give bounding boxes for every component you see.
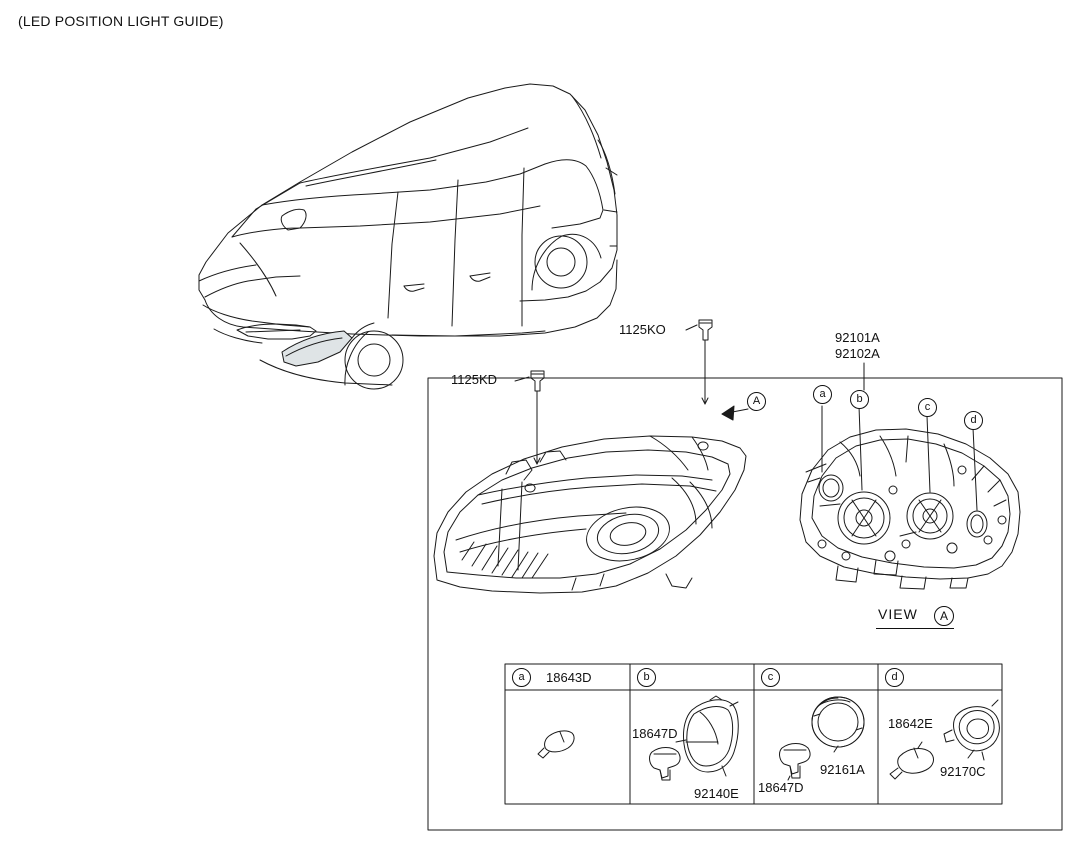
view-marker-a: A	[934, 606, 954, 626]
part-code-18642e: 18642E	[888, 716, 933, 731]
bolt-1125kd	[531, 371, 544, 464]
parts-table	[505, 664, 1002, 804]
part-code-18647d-c: 18647D	[758, 780, 804, 795]
leader-18642e	[918, 742, 922, 748]
page-title: (LED POSITION LIGHT GUIDE)	[18, 13, 224, 29]
table-marker-c: c	[761, 668, 780, 687]
view-label: VIEW	[878, 606, 918, 622]
callout-92102a: 92102A	[835, 346, 880, 361]
marker-leaders	[822, 363, 977, 510]
detail-frame	[428, 378, 1062, 830]
part-code-92140e: 92140E	[694, 786, 739, 801]
marker-a-arrow: A	[747, 392, 766, 411]
callout-92101a: 92101A	[835, 330, 880, 345]
part-code-92161a: 92161A	[820, 762, 865, 777]
vehicle-illustration	[199, 84, 617, 389]
marker-c-diagram: c	[918, 398, 937, 417]
part-18647d-c-illustration	[780, 744, 811, 779]
marker-d-diagram: d	[964, 411, 983, 430]
part-18642e-illustration	[890, 748, 933, 779]
leader-92170c	[968, 750, 974, 758]
part-code-18647d-b: 18647D	[632, 726, 678, 741]
leader-1125ko	[686, 325, 697, 330]
part-92140e-illustration	[683, 696, 738, 772]
part-code-18643d: 18643D	[546, 670, 592, 685]
part-18647d-b-illustration	[650, 748, 681, 781]
bolt-1125ko	[699, 320, 712, 404]
view-underline	[876, 628, 954, 629]
leader-92140e	[722, 766, 726, 776]
table-marker-a: a	[512, 668, 531, 687]
part-92170c-illustration	[944, 700, 999, 760]
callout-1125kd: 1125KD	[451, 372, 498, 387]
table-marker-b: b	[637, 668, 656, 687]
headlamp-assembly	[434, 436, 746, 593]
part-code-92170c: 92170C	[940, 764, 986, 779]
view-arrow	[722, 406, 748, 420]
marker-a-diagram: a	[813, 385, 832, 404]
marker-b-diagram: b	[850, 390, 869, 409]
part-18643d-illustration	[538, 731, 574, 758]
headlamp-housing-rear	[800, 429, 1020, 589]
table-marker-d: d	[885, 668, 904, 687]
callout-1125ko: 1125KO	[619, 322, 666, 337]
part-92161a-illustration	[812, 697, 864, 747]
